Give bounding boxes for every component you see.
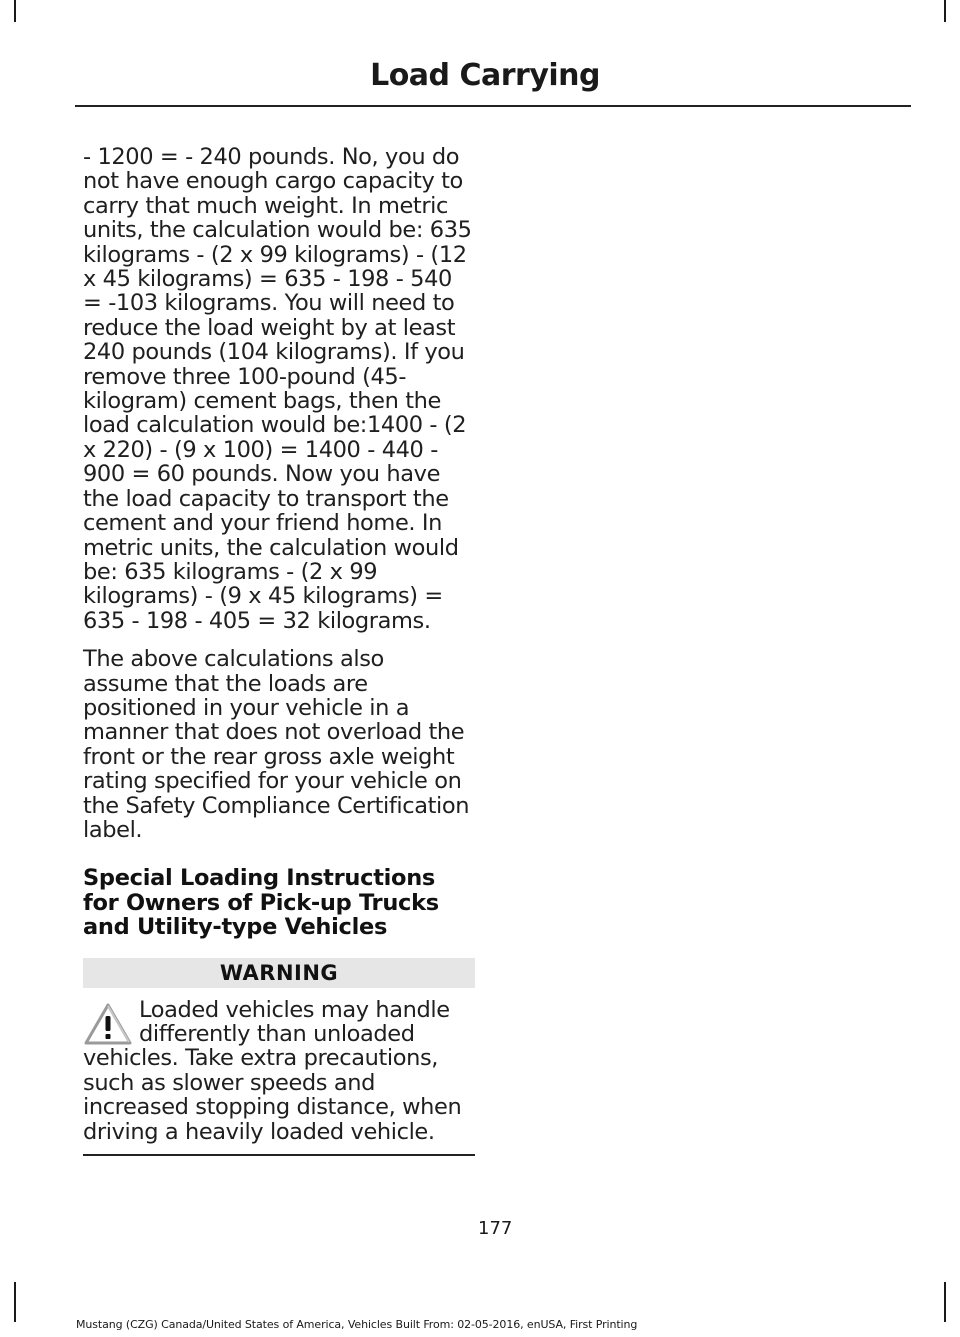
body-paragraph: - 1200 = - 240 pounds. No, you do not have enough cargo capacity to carry that much weight. In metric units, the calculation would be: 635 kilograms - (2 x 99 kilograms) - (12 x 45 kilograms) = 635 - 198 - 540 = -103 kilograms. You will need to reduce the load weight by at least 240 pounds (104 kilograms). If you remove three 100-pound (45-kilogram) cement bags, then the load calculation would be:1400 - (2 x 220) - (9 x 100) = 1400 - 440 - 900 = 60 pounds. Now you have the load capacity to transport the cement and your friend home. In metric units, the calculation would be: 635 kilograms - (2 x 99 kilograms) - (9 x 45 kilograms) = 635 - 198 - 405 = 32 kilograms. [83,144,472,634]
crop-mark-bottom-left-v [14,1282,16,1322]
warning-divider [83,1154,475,1156]
footer-text: Mustang (CZG) Canada/United States of America, Vehicles Built From: 02-05-2016, enUSA, First Printing [76,1318,638,1331]
crop-mark-top-left-v [14,0,16,22]
page-number: 177 [478,1218,513,1239]
main-column [83,145,475,1156]
header-divider [75,105,911,107]
warning-text: Loaded vehicles may handle differently than unloaded vehicles. Take extra precautions, such as slower speeds and increased stopping distance, when driving a heavily loaded vehicle. [83,996,462,1145]
section-heading: Special Loading Instructions for Owners of Pick-up Trucks and Utility-type Vehicles [83,865,439,941]
warning-body [83,998,475,1144]
crop-mark-bottom-right-v [944,1282,946,1322]
warning-title: WARNING [219,960,339,985]
body-paragraph: The above calculations also assume that the loads are positioned in your vehicle in a manner that does not overload the front or the rear gross axle weight rating specified for your vehicle on the Safety Compliance Certification label. [83,646,470,843]
warning-header [83,958,475,988]
page-title: Load Carrying [370,58,600,93]
warning-triangle-icon [83,1002,133,1046]
crop-mark-top-right-v [944,0,946,22]
